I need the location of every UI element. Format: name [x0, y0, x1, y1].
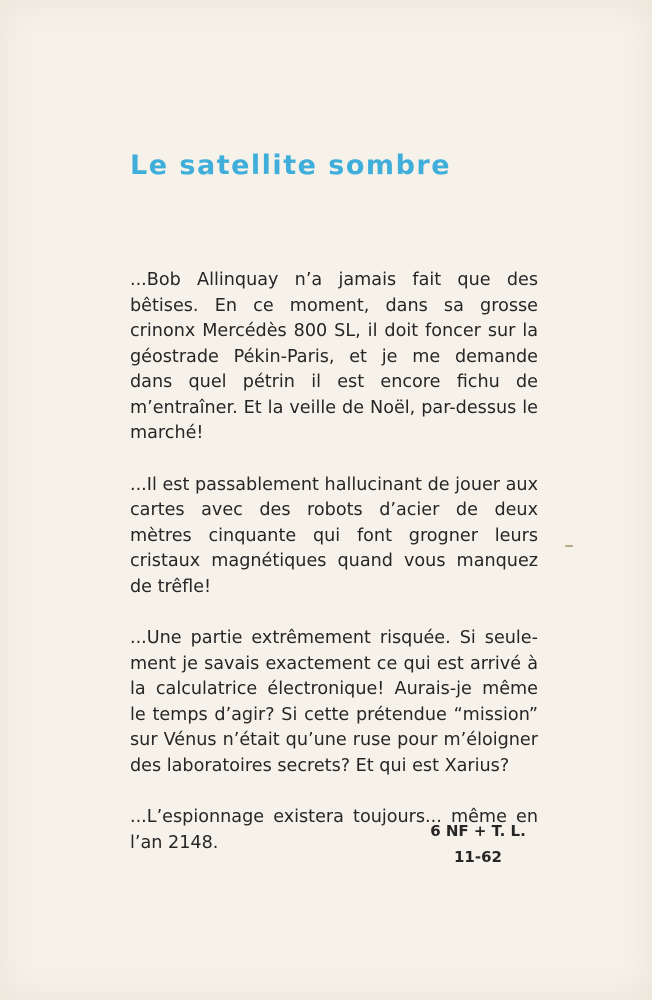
edition-date: 11-62: [454, 848, 502, 866]
price-block: [405, 818, 539, 870]
blurb-paragraph-3: ...Une partie extrêmement risquée. Si seulement je savais exactement ce qui est arrivé à la calculatrice électronique! Aurais-je même le temps d’agir? Si cette prétendue “mission” sur Vénus n’était qu’une ruse pour m’éloigner des laboratoires secrets? Et qui est Xarius?: [130, 628, 538, 776]
blurb-paragraph-2: ...Il est passablement hallucinant de jouer aux cartes avec des robots d’acier de deux mètres cinquante qui font grogner leurs cristaux magnétiques quand vous manquez de trêfle!: [130, 474, 538, 597]
blurb-paragraph-4: ...L’espionnage existera toujours... même en l’an 2148.: [130, 807, 538, 853]
book-title: Le satellite sombre: [130, 150, 452, 181]
blurb-text: [130, 268, 538, 882]
paper-blemish: [565, 545, 573, 547]
blurb-paragraph-1: ...Bob Allinquay n’a jamais fait que des bêtises. En ce moment, dans sa grosse crinonx Mercédès 800 SL, il doit foncer sur la géostrade Pékin-Paris, et je me demande dans quel pétrin il est encore fichu de m’entraîner. Et la veille de Noël, par-dessus le marché!: [130, 270, 538, 443]
price-label: 6 NF + T. L.: [430, 822, 526, 840]
